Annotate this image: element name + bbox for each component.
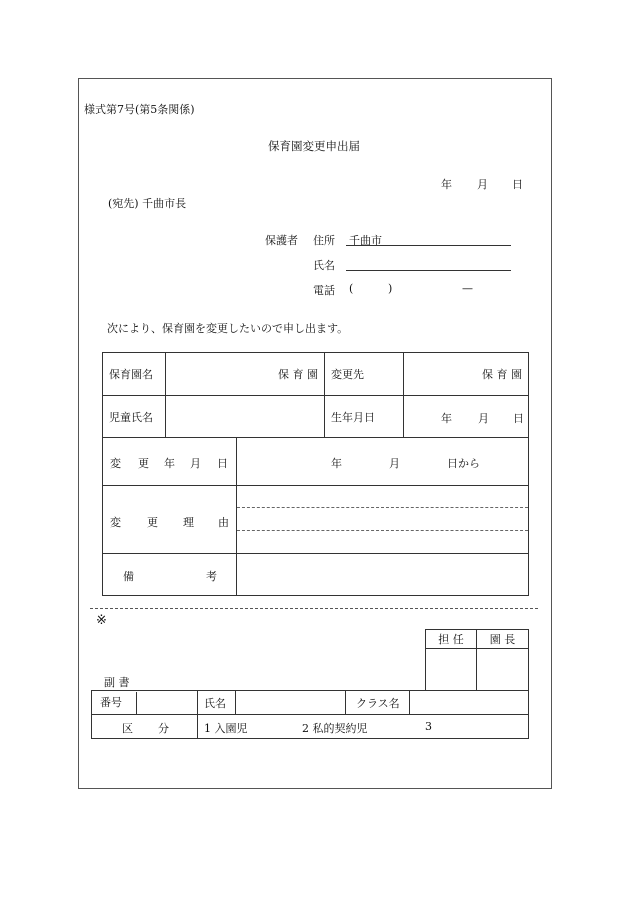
category-options bbox=[198, 715, 529, 739]
reason-char-1: 変 bbox=[110, 516, 121, 529]
child-name-cell bbox=[166, 396, 325, 438]
nursery-name-label: 保育園名 bbox=[103, 353, 166, 396]
addressee: (宛先) 千曲市長 bbox=[108, 197, 187, 210]
phone-dash: — bbox=[462, 282, 473, 295]
class-value-cell bbox=[410, 691, 529, 715]
guardian-label: 保護者 bbox=[265, 234, 298, 247]
reason-line-3 bbox=[237, 531, 529, 554]
nursery-table bbox=[102, 352, 529, 438]
change-date-char-1: 変 bbox=[110, 457, 121, 470]
change-table bbox=[102, 437, 529, 596]
number-label: 番号 bbox=[92, 692, 137, 714]
class-label-cell: クラス名 bbox=[346, 691, 410, 715]
address-label: 住所 bbox=[313, 234, 335, 247]
reason-label bbox=[103, 486, 237, 554]
phone-label: 電話 bbox=[313, 284, 335, 297]
remarks-label bbox=[103, 554, 237, 596]
dob-year: 年 bbox=[441, 412, 452, 425]
form-title: 保育園変更申出届 bbox=[268, 139, 360, 153]
phone-close-paren: ) bbox=[388, 282, 393, 295]
dob-month: 月 bbox=[478, 412, 489, 425]
change-to-cell: 保 育 園 bbox=[404, 353, 529, 396]
address-underline bbox=[346, 245, 511, 246]
cut-line bbox=[90, 608, 538, 609]
change-date-cell bbox=[237, 438, 529, 486]
change-date-month: 月 bbox=[389, 457, 400, 470]
category-char-1: 区 bbox=[122, 722, 133, 735]
option-3: 3 bbox=[425, 720, 432, 733]
tanto-header: 担 任 bbox=[426, 630, 477, 649]
name-label: 氏名 bbox=[313, 259, 335, 272]
date-day: 日 bbox=[512, 178, 523, 191]
encho-stamp-cell bbox=[477, 649, 529, 691]
form-number: 様式第7号(第5条関係) bbox=[84, 103, 195, 116]
category-char-2: 分 bbox=[158, 722, 169, 735]
dob-day: 日 bbox=[513, 412, 524, 425]
change-date-char-5: 日 bbox=[217, 457, 228, 470]
change-date-char-4: 月 bbox=[190, 457, 201, 470]
change-to-label: 変更先 bbox=[325, 353, 404, 396]
dob-label: 生年月日 bbox=[325, 396, 404, 438]
date-month: 月 bbox=[477, 178, 488, 191]
number-cell bbox=[92, 691, 198, 715]
remarks-char-2: 考 bbox=[206, 570, 217, 583]
date-year: 年 bbox=[441, 178, 452, 191]
office-table bbox=[91, 690, 529, 739]
reason-char-3: 理 bbox=[183, 516, 194, 529]
office-use-mark: ※ bbox=[96, 613, 107, 628]
reason-char-2: 更 bbox=[147, 516, 158, 529]
change-date-label bbox=[103, 438, 237, 486]
change-date-year: 年 bbox=[331, 457, 342, 470]
encho-header: 園 長 bbox=[477, 630, 529, 649]
phone-open-paren: ( bbox=[349, 282, 354, 295]
name-label-cell: 氏名 bbox=[198, 691, 236, 715]
address-value: 千曲市 bbox=[349, 234, 382, 247]
nursery-name-cell: 保 育 園 bbox=[166, 353, 325, 396]
remarks-cell bbox=[237, 554, 529, 596]
remarks-char-1: 備 bbox=[123, 570, 134, 583]
change-date-from: 日から bbox=[447, 457, 480, 470]
option-1: 1 入園児 bbox=[204, 722, 248, 735]
change-date-char-2: 更 bbox=[138, 457, 149, 470]
name-value-cell bbox=[236, 691, 346, 715]
change-date-char-3: 年 bbox=[164, 457, 175, 470]
child-name-label: 児童氏名 bbox=[103, 396, 166, 438]
name-underline bbox=[346, 270, 511, 271]
tanto-stamp-cell bbox=[426, 649, 477, 691]
category-label bbox=[92, 715, 198, 739]
reason-line-2 bbox=[237, 508, 529, 531]
fukusho-label: 副 書 bbox=[104, 676, 130, 689]
approval-table bbox=[425, 629, 529, 691]
option-2: 2 私的契約児 bbox=[302, 722, 368, 735]
reason-char-4: 由 bbox=[218, 516, 229, 529]
statement: 次により、保育園を変更したいので申し出ます。 bbox=[107, 322, 349, 335]
dob-cell bbox=[404, 396, 529, 438]
reason-line-1 bbox=[237, 486, 529, 508]
